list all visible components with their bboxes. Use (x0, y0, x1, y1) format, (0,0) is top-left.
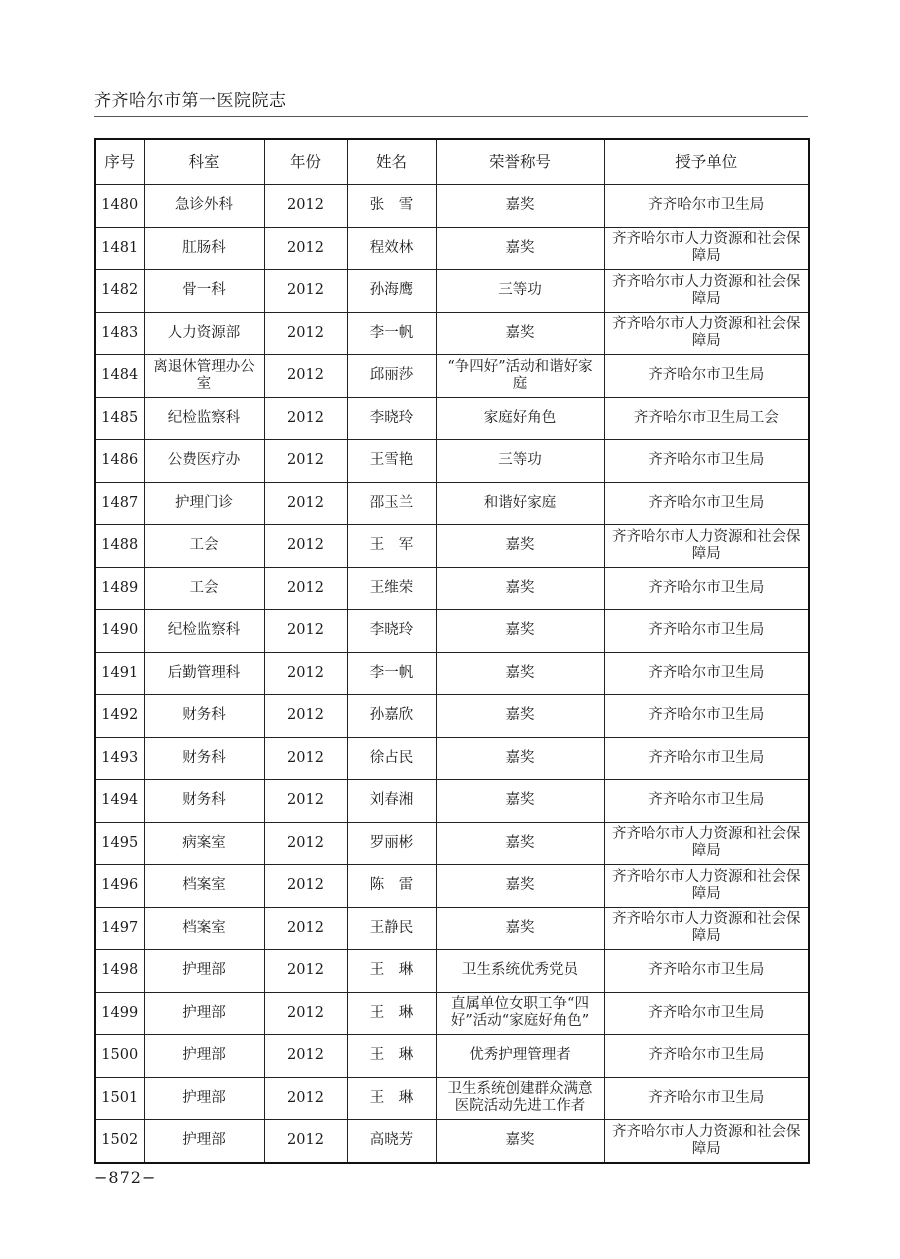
cell-honor: 嘉奖 (436, 737, 604, 780)
table-row (95, 950, 809, 993)
cell-awarding-unit: 齐齐哈尔市卫生局 (604, 440, 809, 483)
table-row (95, 780, 809, 823)
table-row (95, 907, 809, 950)
cell-name: 李一帆 (347, 652, 436, 695)
cell-department: 工会 (144, 567, 264, 610)
cell-department: 护理部 (144, 950, 264, 993)
cell-honor: 嘉奖 (436, 865, 604, 908)
cell-department: 离退休管理办公室 (144, 355, 264, 398)
table-row (95, 992, 809, 1035)
table-row (95, 1035, 809, 1078)
honors-table (94, 138, 810, 1164)
cell-name: 刘春湘 (347, 780, 436, 823)
cell-name: 李一帆 (347, 312, 436, 355)
cell-year: 2012 (264, 907, 347, 950)
table-row (95, 737, 809, 780)
cell-honor: 嘉奖 (436, 822, 604, 865)
cell-index: 1490 (95, 610, 144, 653)
table-row (95, 312, 809, 355)
cell-year: 2012 (264, 270, 347, 313)
cell-name: 张 雪 (347, 185, 436, 228)
cell-name: 王维荣 (347, 567, 436, 610)
cell-honor: 嘉奖 (436, 695, 604, 738)
table-row (95, 567, 809, 610)
cell-year: 2012 (264, 1120, 347, 1163)
cell-index: 1492 (95, 695, 144, 738)
cell-year: 2012 (264, 355, 347, 398)
cell-name: 王 军 (347, 525, 436, 568)
cell-department: 人力资源部 (144, 312, 264, 355)
cell-year: 2012 (264, 397, 347, 440)
cell-year: 2012 (264, 440, 347, 483)
cell-honor: 嘉奖 (436, 525, 604, 568)
cell-name: 邱丽莎 (347, 355, 436, 398)
header-rule (94, 116, 808, 117)
cell-honor: 嘉奖 (436, 312, 604, 355)
cell-name: 王静民 (347, 907, 436, 950)
cell-name: 王 琳 (347, 1035, 436, 1078)
table-row (95, 482, 809, 525)
table-row (95, 1120, 809, 1163)
cell-awarding-unit: 齐齐哈尔市卫生局 (604, 992, 809, 1035)
cell-year: 2012 (264, 567, 347, 610)
cell-department: 护理门诊 (144, 482, 264, 525)
cell-year: 2012 (264, 185, 347, 228)
cell-awarding-unit: 齐齐哈尔市卫生局 (604, 737, 809, 780)
cell-name: 王 琳 (347, 992, 436, 1035)
cell-department: 病案室 (144, 822, 264, 865)
cell-name: 王 琳 (347, 1077, 436, 1120)
running-head-title: 齐齐哈尔市第一医院院志 (94, 91, 287, 111)
cell-year: 2012 (264, 652, 347, 695)
table-row (95, 227, 809, 270)
cell-name: 李晓玲 (347, 610, 436, 653)
cell-department: 肛肠科 (144, 227, 264, 270)
cell-awarding-unit: 齐齐哈尔市人力资源和社会保障局 (604, 865, 809, 908)
table-header (95, 139, 809, 185)
cell-honor: 嘉奖 (436, 1120, 604, 1163)
cell-honor: 嘉奖 (436, 185, 604, 228)
cell-honor: 优秀护理管理者 (436, 1035, 604, 1078)
cell-honor: “争四好”活动和谐好家庭 (436, 355, 604, 398)
table-row (95, 1077, 809, 1120)
cell-honor: 嘉奖 (436, 780, 604, 823)
cell-name: 邵玉兰 (347, 482, 436, 525)
cell-department: 护理部 (144, 1120, 264, 1163)
cell-index: 1489 (95, 567, 144, 610)
cell-name: 王 琳 (347, 950, 436, 993)
cell-awarding-unit: 齐齐哈尔市卫生局 (604, 780, 809, 823)
cell-awarding-unit: 齐齐哈尔市卫生局 (604, 482, 809, 525)
page-number: −872− (94, 1168, 157, 1187)
cell-department: 纪检监察科 (144, 610, 264, 653)
cell-index: 1497 (95, 907, 144, 950)
cell-name: 高晓芳 (347, 1120, 436, 1163)
cell-department: 公费医疗办 (144, 440, 264, 483)
cell-name: 孙海鹰 (347, 270, 436, 313)
cell-honor: 家庭好角色 (436, 397, 604, 440)
header-row (95, 139, 809, 185)
cell-awarding-unit: 齐齐哈尔市人力资源和社会保障局 (604, 907, 809, 950)
cell-awarding-unit: 齐齐哈尔市人力资源和社会保障局 (604, 270, 809, 313)
cell-year: 2012 (264, 227, 347, 270)
cell-year: 2012 (264, 525, 347, 568)
cell-awarding-unit: 齐齐哈尔市人力资源和社会保障局 (604, 312, 809, 355)
cell-index: 1495 (95, 822, 144, 865)
table-row (95, 270, 809, 313)
column-header-honor: 荣誉称号 (436, 139, 604, 185)
table-row (95, 355, 809, 398)
column-header-name: 姓名 (347, 139, 436, 185)
cell-index: 1481 (95, 227, 144, 270)
cell-index: 1494 (95, 780, 144, 823)
cell-awarding-unit: 齐齐哈尔市卫生局 (604, 355, 809, 398)
cell-name: 程效林 (347, 227, 436, 270)
cell-index: 1498 (95, 950, 144, 993)
cell-awarding-unit: 齐齐哈尔市卫生局 (604, 610, 809, 653)
cell-awarding-unit: 齐齐哈尔市人力资源和社会保障局 (604, 525, 809, 568)
cell-year: 2012 (264, 822, 347, 865)
cell-name: 罗丽彬 (347, 822, 436, 865)
cell-department: 护理部 (144, 1035, 264, 1078)
cell-year: 2012 (264, 950, 347, 993)
table-row (95, 865, 809, 908)
cell-department: 护理部 (144, 992, 264, 1035)
cell-honor: 三等功 (436, 440, 604, 483)
cell-year: 2012 (264, 737, 347, 780)
cell-awarding-unit: 齐齐哈尔市人力资源和社会保障局 (604, 822, 809, 865)
cell-index: 1502 (95, 1120, 144, 1163)
cell-year: 2012 (264, 1035, 347, 1078)
cell-honor: 嘉奖 (436, 652, 604, 695)
cell-awarding-unit: 齐齐哈尔市卫生局 (604, 1077, 809, 1120)
cell-department: 财务科 (144, 780, 264, 823)
table-body (95, 185, 809, 1163)
cell-year: 2012 (264, 610, 347, 653)
cell-honor: 嘉奖 (436, 907, 604, 950)
cell-awarding-unit: 齐齐哈尔市人力资源和社会保障局 (604, 1120, 809, 1163)
cell-department: 骨一科 (144, 270, 264, 313)
cell-index: 1493 (95, 737, 144, 780)
cell-honor: 直属单位女职工争“四好”活动“家庭好角色” (436, 992, 604, 1035)
cell-honor: 嘉奖 (436, 567, 604, 610)
column-header-index: 序号 (95, 139, 144, 185)
cell-awarding-unit: 齐齐哈尔市卫生局 (604, 695, 809, 738)
cell-year: 2012 (264, 992, 347, 1035)
cell-awarding-unit: 齐齐哈尔市卫生局 (604, 185, 809, 228)
cell-awarding-unit: 齐齐哈尔市卫生局 (604, 652, 809, 695)
cell-year: 2012 (264, 780, 347, 823)
cell-index: 1488 (95, 525, 144, 568)
cell-year: 2012 (264, 482, 347, 525)
cell-index: 1496 (95, 865, 144, 908)
cell-honor: 和谐好家庭 (436, 482, 604, 525)
cell-name: 徐占民 (347, 737, 436, 780)
table-row (95, 695, 809, 738)
table-row (95, 652, 809, 695)
cell-index: 1501 (95, 1077, 144, 1120)
table-row (95, 440, 809, 483)
cell-department: 档案室 (144, 907, 264, 950)
cell-year: 2012 (264, 1077, 347, 1120)
cell-name: 陈 雷 (347, 865, 436, 908)
cell-year: 2012 (264, 312, 347, 355)
cell-awarding-unit: 齐齐哈尔市卫生局 (604, 950, 809, 993)
cell-honor: 卫生系统优秀党员 (436, 950, 604, 993)
cell-index: 1499 (95, 992, 144, 1035)
cell-index: 1483 (95, 312, 144, 355)
cell-honor: 嘉奖 (436, 227, 604, 270)
cell-department: 护理部 (144, 1077, 264, 1120)
cell-index: 1482 (95, 270, 144, 313)
cell-name: 李晓玲 (347, 397, 436, 440)
cell-department: 财务科 (144, 695, 264, 738)
cell-department: 工会 (144, 525, 264, 568)
cell-department: 档案室 (144, 865, 264, 908)
column-header-awarding-unit: 授予单位 (604, 139, 809, 185)
column-header-department: 科室 (144, 139, 264, 185)
cell-awarding-unit: 齐齐哈尔市卫生局工会 (604, 397, 809, 440)
cell-index: 1486 (95, 440, 144, 483)
cell-index: 1500 (95, 1035, 144, 1078)
table-row (95, 397, 809, 440)
table-row (95, 822, 809, 865)
cell-name: 孙嘉欣 (347, 695, 436, 738)
cell-awarding-unit: 齐齐哈尔市人力资源和社会保障局 (604, 227, 809, 270)
cell-name: 王雪艳 (347, 440, 436, 483)
cell-honor: 卫生系统创建群众满意医院活动先进工作者 (436, 1077, 604, 1120)
cell-awarding-unit: 齐齐哈尔市卫生局 (604, 567, 809, 610)
column-header-year: 年份 (264, 139, 347, 185)
cell-index: 1484 (95, 355, 144, 398)
cell-honor: 三等功 (436, 270, 604, 313)
cell-year: 2012 (264, 865, 347, 908)
cell-department: 纪检监察科 (144, 397, 264, 440)
table-row (95, 525, 809, 568)
cell-year: 2012 (264, 695, 347, 738)
table-row (95, 610, 809, 653)
cell-index: 1485 (95, 397, 144, 440)
cell-awarding-unit: 齐齐哈尔市卫生局 (604, 1035, 809, 1078)
cell-honor: 嘉奖 (436, 610, 604, 653)
cell-index: 1487 (95, 482, 144, 525)
cell-department: 后勤管理科 (144, 652, 264, 695)
cell-department: 财务科 (144, 737, 264, 780)
table-row (95, 185, 809, 228)
cell-index: 1491 (95, 652, 144, 695)
cell-index: 1480 (95, 185, 144, 228)
cell-department: 急诊外科 (144, 185, 264, 228)
